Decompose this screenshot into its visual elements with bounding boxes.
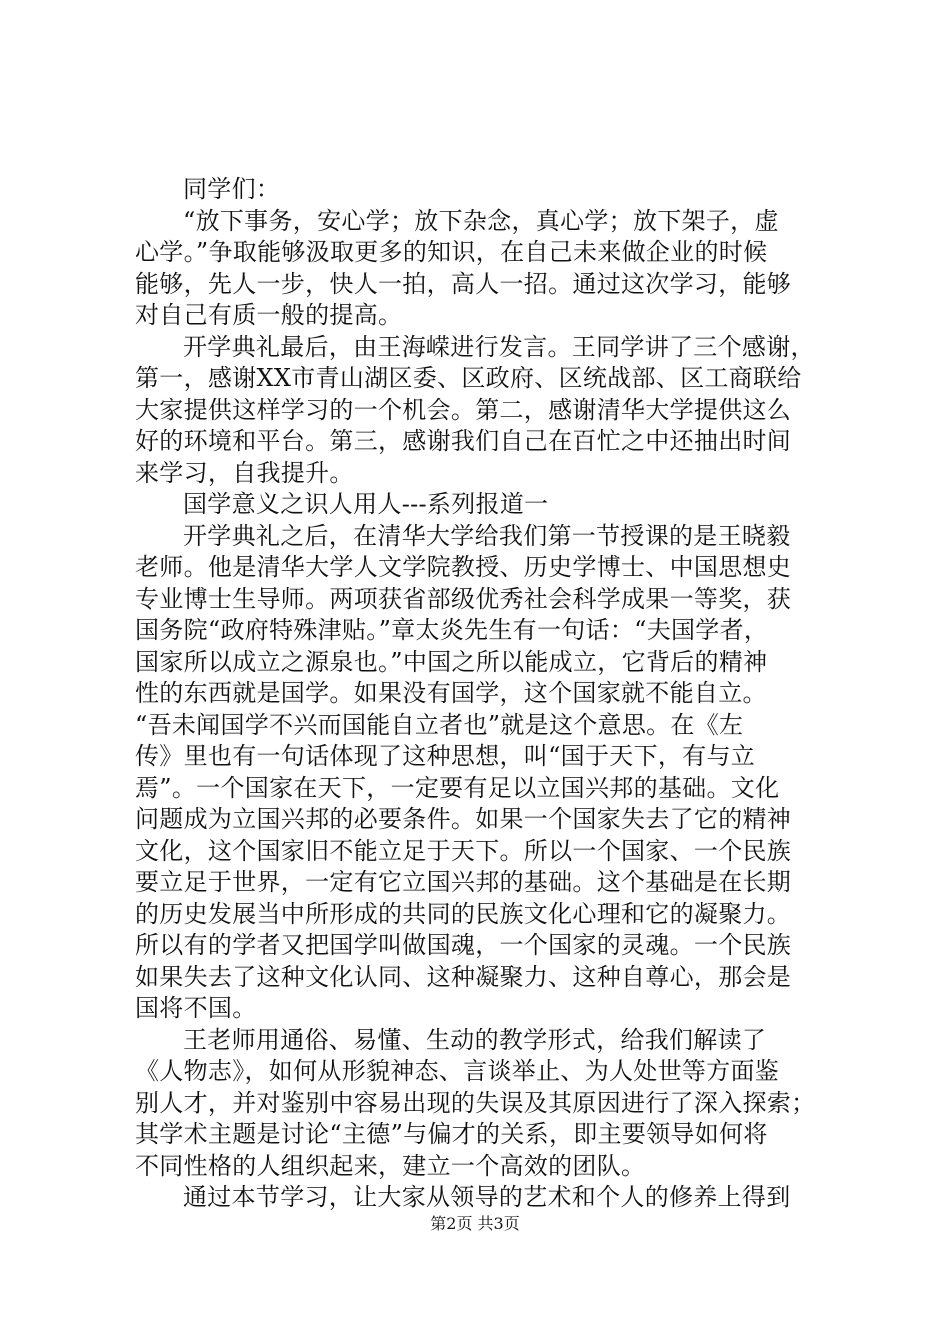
document-body [135, 174, 835, 1214]
text-line: 《人物志》，如何从形貌神态、言谈举止、为人处世等方面鉴 [135, 1057, 780, 1085]
text-line: 专业博士生导师。两项获省部级优秀社会科学成果一等奖，获 [135, 584, 792, 613]
page-footer: 第2页 共3页 [430, 1214, 520, 1233]
text-line: 开学典礼最后，由王海嵘进行发言。王同学讲了三个感谢， [183, 332, 815, 361]
text-line: 要立足于世界，一定有它立国兴邦的基础。这个基础是在长期 [135, 868, 792, 896]
text-line: 别人才，并对鉴别中容易出现的失误及其原因进行了深入探索； [135, 1088, 816, 1117]
text-line: “吾未闻国学不兴而国能自立者也”就是这个意思。在《左 [135, 710, 744, 739]
text-line: 如果失去了这种文化认同、这种凝聚力、这种自尊心，那会是 [135, 962, 792, 991]
text-line: 老师。他是清华大学人文学院教授、历史学博士、中国思想史 [135, 553, 792, 581]
text-line: 好的环境和平台。第三，感谢我们自己在百忙之中还抽出时间 [135, 427, 792, 455]
text-line: 同学们： [183, 175, 281, 203]
text-line: 大家提供这样学习的一个机会。第二，感谢清华大学提供这么 [135, 395, 792, 424]
text-line: 的历史发展当中所形成的共同的民族文化心理和它的凝聚力。 [135, 899, 792, 928]
text-line: 对自己有质一般的提高。 [135, 301, 403, 329]
text-line: “放下事务，安心学；放下杂念，真心学；放下架子，虚 [183, 206, 779, 235]
text-line: 所以有的学者又把国学叫做国魂，一个国家的灵魂。一个民族 [135, 931, 792, 959]
text-line: 心学。”争取能够汲取更多的知识，在自己未来做企业的时候 [135, 238, 768, 266]
text-line: 不同性格的人组织起来，建立一个高效的团队。 [135, 1151, 646, 1180]
text-line: 性的东西就是国学。如果没有国学，这个国家就不能自立。 [135, 679, 767, 707]
text-line: 第一，感谢XX市青山湖区委、区政府、区统战部、区工商联给 [135, 364, 802, 392]
text-line: 其学术主题是讨论“主德”与偏才的关系，即主要领导如何将 [135, 1120, 768, 1148]
text-line: 通过本节学习，让大家从领导的艺术和个人的修养上得到 [183, 1183, 791, 1211]
text-line: 能够，先人一步，快人一拍，高人一招。通过这次学习，能够 [135, 269, 792, 298]
text-line: 国将不国。 [135, 994, 257, 1022]
text-line: 文化，这个国家旧不能立足于天下。所以一个国家、一个民族 [135, 836, 792, 865]
text-line: 国家所以成立之源泉也。”中国之所以能成立，它背后的精神 [135, 647, 768, 676]
text-line: 开学典礼之后，在清华大学给我们第一节授课的是王晓毅 [183, 521, 791, 550]
text-line: 传》里也有一句话体现了这种思想，叫“国于天下，有与立 [135, 742, 756, 770]
text-line: 焉”。一个国家在天下，一定要有足以立国兴邦的基础。文化 [135, 773, 780, 802]
text-line: 王老师用通俗、易懂、生动的教学形式，给我们解读了 [183, 1025, 767, 1054]
text-line: 国学意义之识人用人---系列报道一 [183, 490, 549, 518]
text-line: 来学习，自我提升。 [135, 458, 354, 487]
text-line: 国务院“政府特殊津贴。”章太炎先生有一句话：“夫国学者， [135, 616, 769, 644]
text-line: 问题成为立国兴邦的必要条件。如果一个国家失去了它的精神 [135, 805, 792, 833]
